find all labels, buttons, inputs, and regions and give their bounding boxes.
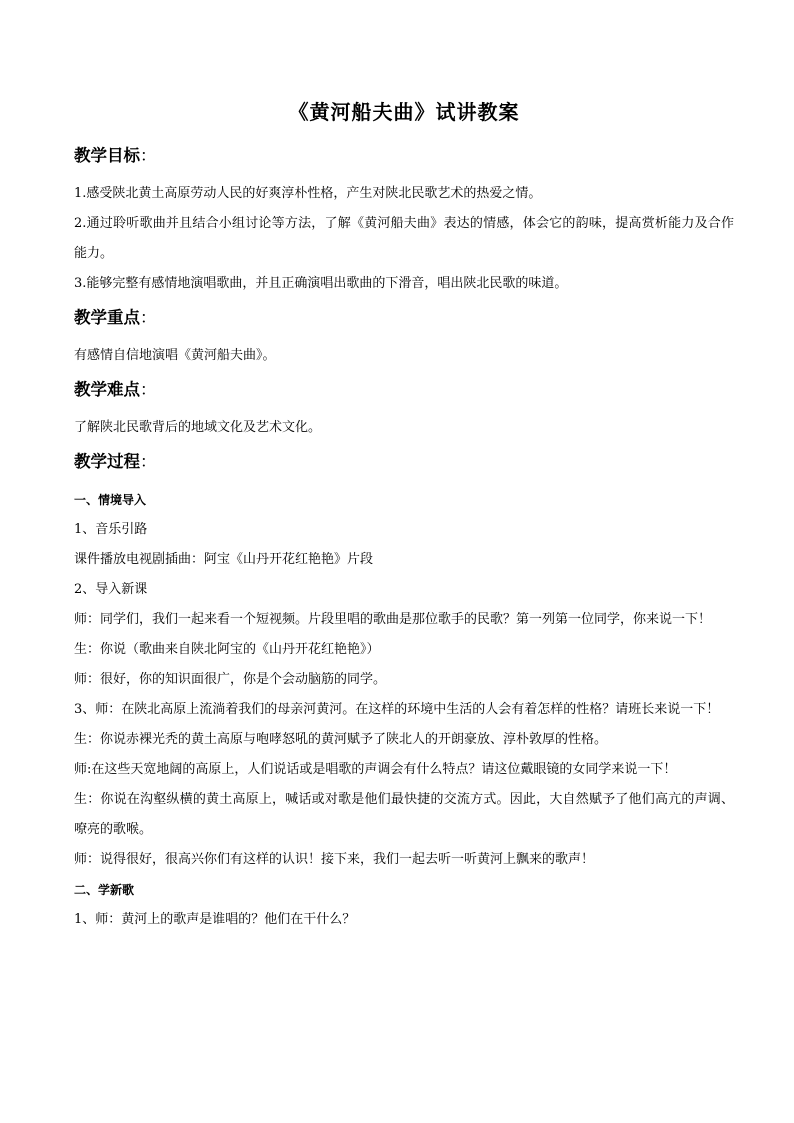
process-line: 师：同学们，我们一起来看一个短视频。片段里唱的歌曲是那位歌手的民歌？第一列第一位同学，你来说一下！ — [74, 612, 712, 627]
process-line: 3、师：在陕北高原上流淌着我们的母亲河黄河。在这样的环境中生活的人会有着怎样的性格？请班长来说一下！ — [74, 702, 720, 717]
process-heading: 教学过程： — [74, 452, 157, 471]
objective-item: 1.感受陕北黄土高原劳动人民的好爽淳朴性格，产生对陕北民歌艺术的热爱之情。 — [74, 186, 542, 201]
process-line: 师：说得很好，很高兴你们有这样的认识！接下来，我们一起去听一听黄河上飘来的歌声！ — [74, 852, 595, 867]
key-points-heading: 教学重点： — [74, 308, 157, 327]
process-line: 生：你说（歌曲来自陕北阿宝的《山丹开花红艳艳》） — [74, 642, 380, 657]
objectives-heading: 教学目标： — [74, 146, 157, 165]
process-line: 师：很好，你的知识面很广，你是个会动脑筋的同学。 — [74, 672, 387, 687]
process-line: 1、音乐引路 — [74, 522, 148, 537]
difficulties-text: 了解陕北民歌背后的地域文化及艺术文化。 — [74, 420, 322, 435]
process-line: 课件播放电视剧插曲：阿宝《山丹开花红艳艳》片段 — [74, 552, 374, 567]
process-line: 生：你说赤裸光秃的黄土高原与咆哮怒吼的黄河赋予了陕北人的开朗豪放、淳朴敦厚的性格。 — [74, 732, 608, 747]
objective-item: 3.能够完整有感情地演唱歌曲，并且正确演唱出歌曲的下滑音，唱出陕北民歌的味道。 — [74, 276, 568, 291]
objective-item: 2.通过聆听歌曲并且结合小组讨论等方法，了解《黄河船夫曲》表达的情感，体会它的韵味，提高赏析能力及合作能力。 — [74, 216, 734, 261]
document-content — [74, 96, 734, 935]
section-title: 二、学新歌 — [74, 883, 135, 897]
process-line: 2、导入新课 — [74, 582, 148, 597]
document-title: 《黄河船夫曲》试讲教案 — [288, 100, 520, 124]
difficulties-heading: 教学难点： — [74, 380, 157, 399]
section-title: 一、情境导入 — [74, 493, 147, 507]
key-points-text: 有感情自信地演唱《黄河船夫曲》。 — [74, 348, 276, 363]
process-line: 师:在这些天宽地阔的高原上，人们说话或是唱歌的声调会有什么特点？请这位戴眼镜的女同学来说一下！ — [74, 762, 677, 777]
process-line: 1、师：黄河上的歌声是谁唱的？他们在干什么？ — [74, 912, 356, 927]
process-line: 生：你说在沟壑纵横的黄土高原上，喊话或对歌是他们最快捷的交流方式。因此，大自然赋予了他们高亢的声调、嘹亮的歌喉。 — [74, 792, 734, 837]
